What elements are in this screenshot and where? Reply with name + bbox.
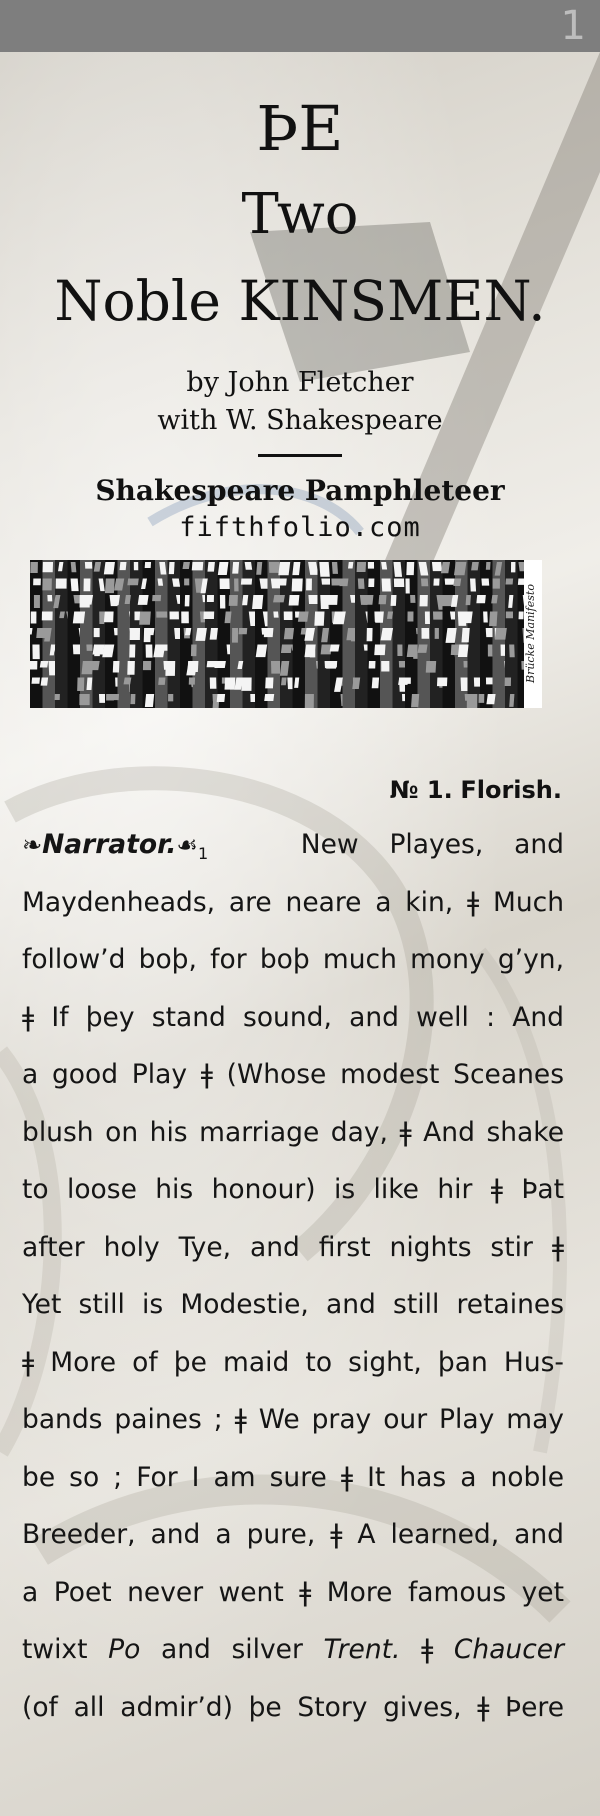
- speech-line: Breeder, and a pure, ǂ A learned, and: [22, 1519, 564, 1550]
- speech-line: (of all admir’d) þe Story gives, ǂ Þere: [22, 1691, 564, 1723]
- speech-line: Yet still is Modestie, and still retaines: [22, 1289, 564, 1320]
- place-name: Trent.: [323, 1634, 401, 1665]
- speech-line: bands paines ; ǂ We pray our Play may: [22, 1404, 564, 1435]
- speech-line: Maydenheads, are neare a kin, ǂ Much: [22, 886, 564, 918]
- top-bar: [0, 0, 600, 52]
- speech-line: after holy Tye, and first nights stir ǂ: [22, 1231, 564, 1263]
- fleuron-left-icon: ❧: [22, 831, 43, 859]
- place-name: Po: [108, 1634, 141, 1665]
- publisher-name: Shakespeare Pamphleteer: [95, 474, 505, 507]
- title-block: [0, 86, 600, 545]
- author-name: Chaucer: [453, 1634, 564, 1665]
- speaker-name: Narrator.: [42, 829, 177, 860]
- stage-direction: Florish.: [460, 776, 562, 804]
- divider: [258, 454, 342, 457]
- scene-heading: [390, 776, 562, 804]
- verse-fragment: and silver: [140, 1634, 324, 1665]
- speech-line: a Poet never went ǂ More famous yet: [22, 1576, 564, 1608]
- speech-line: blush on his marriage day, ǂ And shake: [22, 1116, 564, 1148]
- verse-fragment: ǂ: [400, 1634, 454, 1665]
- page-number: 1: [560, 3, 586, 49]
- title-line-2: Two: [241, 182, 359, 247]
- speech-line: [22, 1621, 564, 1679]
- author: by John Fletcher: [186, 367, 414, 398]
- speech-line: ǂ If þey stand sound, and well : And: [22, 1001, 564, 1033]
- speech-line: to loose his honour) is like hir ǂ Þat: [22, 1174, 564, 1205]
- byline: [0, 364, 600, 440]
- page-content: [0, 52, 600, 545]
- verse-fragment: twixt: [22, 1634, 109, 1665]
- fleuron-right-icon: ☙: [176, 831, 198, 859]
- coauthor: with W. Shakespeare: [157, 405, 443, 436]
- speech-line: a good Play ǂ (Whose modest Sceanes: [22, 1059, 564, 1090]
- title-line-1: ÞE: [256, 92, 344, 165]
- verse-text: New Playes, and: [300, 829, 564, 860]
- speech-line: follow’d boþ, for boþ much mony g’yn,: [22, 944, 564, 975]
- speech-line: ǂ More of þe maid to sight, þan Hus-: [22, 1346, 564, 1378]
- scene-number: № 1.: [389, 776, 453, 804]
- speech-line-1: [22, 816, 564, 874]
- speech-line: be so ; For I am sure ǂ It has a noble: [22, 1461, 564, 1493]
- woodcut-lettering-image: [30, 560, 524, 708]
- line-number: 1: [197, 844, 209, 863]
- title-line-3: Noble KINSMEN.: [54, 269, 546, 333]
- banner-label: Brücke Manifesto: [524, 570, 540, 698]
- banner-image: [30, 560, 542, 708]
- publisher-site[interactable]: fifthfolio.com: [179, 512, 421, 543]
- speech-text: [22, 816, 564, 1736]
